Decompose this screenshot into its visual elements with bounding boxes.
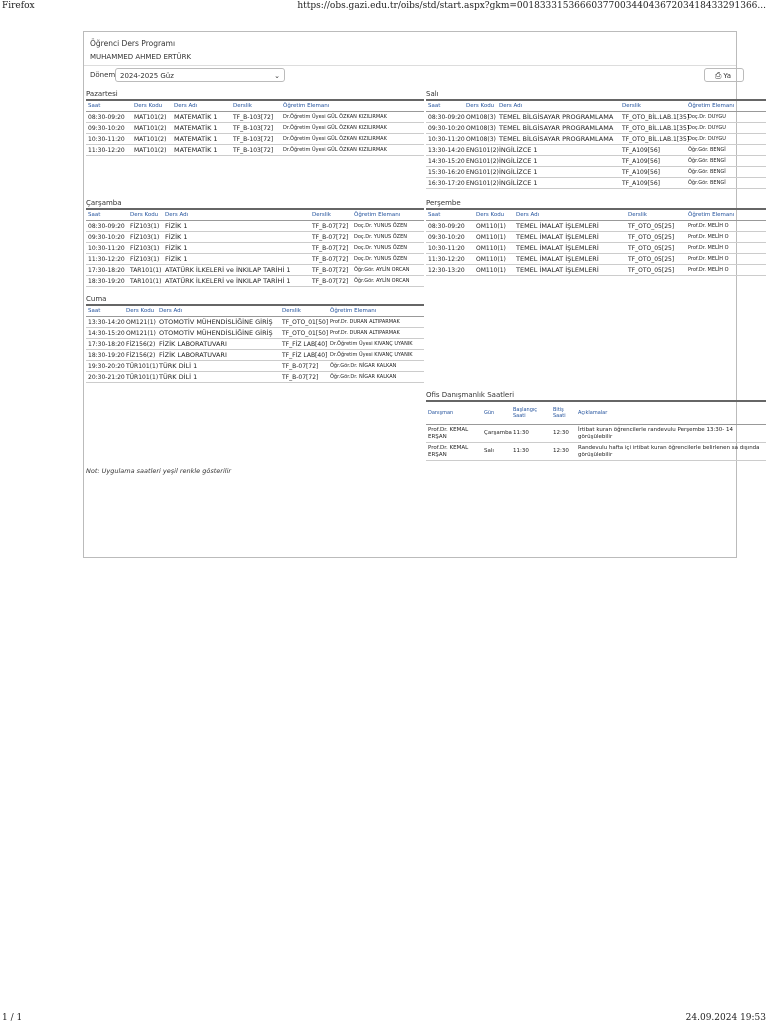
header-derslik: Derslik bbox=[310, 209, 352, 221]
table-header-row bbox=[426, 209, 766, 221]
cell-eleman: Doç.Dr. YUNUS ÖZEN bbox=[352, 221, 424, 232]
cell-ad: MATEMATİK 1 bbox=[172, 112, 231, 123]
schedule-table bbox=[426, 208, 766, 276]
table-header-row bbox=[86, 100, 424, 112]
cell-eleman: Dr.Öğretim Üyesi GÜL ÖZKAN KIZILIRMAK bbox=[281, 134, 424, 145]
browser-name: Firefox bbox=[2, 1, 35, 11]
cell-eleman: Öğr.Gör.Dr. NİGAR KALKAN bbox=[328, 361, 424, 372]
header-ad: Ders Adı bbox=[514, 209, 626, 221]
office-hours-table bbox=[426, 400, 766, 461]
cell-kod: ENG101(2) bbox=[466, 179, 499, 187]
table-row bbox=[86, 350, 424, 361]
page-number: 1 / 1 bbox=[2, 1013, 23, 1023]
print-header bbox=[0, 0, 768, 12]
table-row bbox=[86, 123, 424, 134]
header-saat: Saat bbox=[426, 209, 474, 221]
cell-saat: 09:30-10:20 bbox=[86, 232, 128, 243]
table-row bbox=[86, 339, 424, 350]
header-ad: Ders Adı bbox=[157, 305, 280, 317]
cell-ad: MATEMATİK 1 bbox=[172, 134, 231, 145]
cell-derslik: TF_A109[56] bbox=[620, 156, 686, 167]
print-button-label: Ya bbox=[723, 72, 732, 80]
table-row bbox=[86, 134, 424, 145]
cell-eleman: Öğr.Gör. BENGİ bbox=[686, 156, 766, 167]
cell-eleman: Öğr.Gör. BENGİ bbox=[686, 145, 766, 156]
table-row bbox=[86, 232, 424, 243]
header-kod: Ders Kodu bbox=[124, 305, 157, 317]
cell-saat: 08:30-09:20 bbox=[86, 112, 132, 123]
cell-kod: FİZ103(1) bbox=[128, 254, 163, 265]
cell-eleman: Prof.Dr. MELİH O bbox=[686, 232, 766, 243]
cell-derslik: TF_B-07[72] bbox=[310, 232, 352, 243]
cell-gun: Salı bbox=[482, 443, 511, 461]
cell-derslik: TF_B-07[72] bbox=[280, 372, 328, 383]
cell-saat: 19:30-20:20 bbox=[88, 362, 125, 370]
cell-ad: ATATÜRK İLKELERİ ve İNKILAP TARİHİ 1 bbox=[163, 276, 310, 287]
printer-icon: ⎙ bbox=[715, 71, 722, 80]
schedule-table bbox=[86, 208, 424, 287]
table-row bbox=[86, 361, 424, 372]
cell-kod: FİZ156(2) bbox=[126, 340, 156, 348]
cell-derslik: TF_A109[56] bbox=[620, 145, 686, 156]
table-header-row bbox=[86, 209, 424, 221]
chevron-down-icon: ⌄ bbox=[274, 72, 280, 80]
cell-ad: İNGİLİZCE 1 bbox=[497, 178, 620, 189]
cell-saat: 11:30-12:20 bbox=[86, 254, 128, 265]
header-gun: Gün bbox=[482, 401, 511, 425]
table-row bbox=[426, 145, 766, 156]
header-saat: Saat bbox=[426, 100, 464, 112]
header-ad: Ders Adı bbox=[497, 100, 620, 112]
header-eleman: Öğretim Elemanı bbox=[686, 100, 766, 112]
cell-aciklama: Randevulu hafta içi irtibat kuran öğrencilerle belirlenen sa dışında görüşülebilir bbox=[576, 443, 766, 461]
page-url: https://obs.gazi.edu.tr/oibs/std/start.aspx?gkm=0018333153666037700344043672034184332913​66... bbox=[297, 1, 766, 11]
cell-saat: 20:30-21:20 bbox=[88, 373, 125, 381]
cell-eleman: Öğr.Gör. BENGİ bbox=[686, 178, 766, 189]
schedule-table bbox=[86, 304, 424, 383]
schedule-panel bbox=[83, 31, 760, 558]
cell-ad: FİZİK 1 bbox=[163, 232, 310, 243]
cell-kod: TAR101(1) bbox=[130, 277, 162, 285]
day-title: Çarşamba bbox=[86, 199, 122, 207]
cell-saat: 17:30-18:20 bbox=[88, 340, 125, 348]
term-select-value: 2024-2025 Güz bbox=[120, 72, 174, 80]
cell-eleman: Prof.Dr. MELİH O bbox=[686, 243, 766, 254]
day-title: Salı bbox=[426, 90, 439, 98]
cell-kod: TÜR101(1) bbox=[126, 362, 159, 370]
cell-saat: 18:30-19:20 bbox=[88, 351, 125, 359]
cell-derslik: TF_B-103[72] bbox=[231, 112, 281, 123]
cell-eleman: Prof.Dr. MELİH O bbox=[686, 221, 766, 232]
cell-saat: 17:30-18:20 bbox=[86, 265, 128, 276]
header-kod: Ders Kodu bbox=[464, 100, 497, 112]
table-row bbox=[86, 145, 424, 156]
cell-derslik: TF_OTO_BİL.LAB.1[35] bbox=[622, 113, 690, 121]
cell-eleman: Dr.Öğretim Üyesi GÜL ÖZKAN KIZILIRMAK bbox=[281, 145, 424, 156]
cell-kod: OM110(1) bbox=[474, 254, 514, 265]
cell-derslik: TF_A109[56] bbox=[620, 167, 686, 178]
cell-derslik: TF_B-103[72] bbox=[231, 123, 281, 134]
table-row bbox=[426, 425, 766, 443]
header-eleman: Öğretim Elemanı bbox=[352, 209, 424, 221]
table-row bbox=[86, 254, 424, 265]
table-row bbox=[426, 112, 766, 123]
cell-derslik: TF_OTO_BİL.LAB.1[35] bbox=[622, 135, 690, 143]
table-row bbox=[426, 243, 766, 254]
header-derslik: Derslik bbox=[620, 100, 686, 112]
cell-derslik: TF_OTO_BİL.LAB.1[35] bbox=[622, 124, 690, 132]
table-row bbox=[86, 112, 424, 123]
cell-eleman: Prof.Dr. MELİH O bbox=[686, 265, 766, 276]
cell-ad: ATATÜRK İLKELERİ ve İNKILAP TARİHİ 1 bbox=[163, 265, 310, 276]
cell-baslangic: 11:30 bbox=[511, 425, 551, 443]
cell-saat: 14:30-15:20 bbox=[88, 329, 125, 337]
cell-baslangic: 11:30 bbox=[511, 443, 551, 461]
cell-saat: 13:30-14:20 bbox=[428, 146, 465, 154]
office-hours-title: Ofis Danışmanlık Saatleri bbox=[426, 391, 515, 399]
day-cuma bbox=[86, 294, 424, 383]
cell-eleman: Doç.Dr. DUYGU bbox=[686, 112, 766, 123]
cell-eleman: Öğr.Gör. AYLİN ORCAN bbox=[352, 276, 424, 287]
cell-ad: FİZİK 1 bbox=[163, 221, 310, 232]
table-row bbox=[426, 221, 766, 232]
student-name: MUHAMMED AHMED ERTÜRK bbox=[90, 53, 192, 61]
cell-ad: TÜRK DİLİ 1 bbox=[157, 372, 280, 383]
cell-aciklama: İrtibat kuran öğrencilerle randevulu Perşembe 13:30- 14 görüşülebilir bbox=[576, 425, 766, 443]
header-ad: Ders Adı bbox=[163, 209, 310, 221]
header-ad: Ders Adı bbox=[172, 100, 231, 112]
cell-ad: TEMEL BİLGİSAYAR PROGRAMLAMA bbox=[497, 112, 620, 123]
cell-kod: OM108(3) bbox=[466, 113, 496, 121]
cell-derslik: TF_OTO_05[25] bbox=[626, 265, 686, 276]
cell-danisman: Prof.Dr. KEMAL ERŞAN bbox=[426, 443, 482, 461]
table-row bbox=[86, 317, 424, 328]
table-row bbox=[426, 134, 766, 145]
cell-bitis: 12:30 bbox=[551, 443, 576, 461]
day-sali bbox=[426, 89, 736, 189]
header-eleman: Öğretim Elemanı bbox=[328, 305, 424, 317]
cell-kod: TAR101(1) bbox=[130, 266, 162, 274]
header-kod: Ders Kodu bbox=[132, 100, 172, 112]
cell-saat: 16:30-17:20 bbox=[428, 179, 465, 187]
cell-eleman: Öğr.Gör. AYLİN ORCAN bbox=[352, 265, 424, 276]
cell-derslik: TF_B-07[72] bbox=[280, 361, 328, 372]
table-row bbox=[86, 276, 424, 287]
cell-ad: TEMEL İMALAT İŞLEMLERİ bbox=[514, 254, 626, 265]
cell-derslik: TF_A109[56] bbox=[620, 178, 686, 189]
header-danisman: Danışman bbox=[426, 401, 482, 425]
cell-derslik: TF_B-103[72] bbox=[231, 134, 281, 145]
header-bitis: Bitiş Saati bbox=[551, 401, 576, 425]
cell-eleman: Doç.Dr. YUNUS ÖZEN bbox=[352, 232, 424, 243]
cell-kod: OM110(1) bbox=[474, 265, 514, 276]
cell-kod: FİZ103(1) bbox=[128, 243, 163, 254]
header-baslangic: Başlangıç Saati bbox=[511, 401, 551, 425]
header-saat: Saat bbox=[86, 209, 128, 221]
cell-bitis: 12:30 bbox=[551, 425, 576, 443]
cell-derslik: TF_OTO_05[25] bbox=[626, 232, 686, 243]
term-label: Dönem bbox=[90, 71, 116, 79]
cell-derslik: TF_B-07[72] bbox=[310, 265, 352, 276]
table-row bbox=[426, 265, 766, 276]
cell-saat: 18:30-19:20 bbox=[86, 276, 128, 287]
print-datetime: 24.09.2024 19:53 bbox=[685, 1013, 766, 1023]
cell-ad: MATEMATİK 1 bbox=[172, 145, 231, 156]
cell-eleman: Doç.Dr. DUYGU bbox=[686, 123, 766, 134]
cell-kod: FİZ103(1) bbox=[128, 232, 163, 243]
cell-ad: OTOMOTİV MÜHENDİSLİĞİNE GİRİŞ bbox=[157, 317, 280, 328]
cell-derslik: TF_B-07[72] bbox=[310, 243, 352, 254]
table-header-row bbox=[426, 100, 766, 112]
cell-kod: FİZ156(2) bbox=[126, 351, 156, 359]
cell-ad: TEMEL BİLGİSAYAR PROGRAMLAMA bbox=[497, 134, 620, 145]
cell-derslik: TF_OTO_01[50] bbox=[282, 318, 329, 326]
cell-derslik: TF_B-103[72] bbox=[231, 145, 281, 156]
table-row bbox=[426, 443, 766, 461]
cell-ad: TÜRK DİLİ 1 bbox=[157, 361, 280, 372]
cell-ad: İNGİLİZCE 1 bbox=[497, 156, 620, 167]
cell-eleman: Öğr.Gör. BENGİ bbox=[686, 167, 766, 178]
cell-ad: FİZİK LABORATUVARI bbox=[157, 339, 280, 350]
cell-derslik: TF_OTO_05[25] bbox=[626, 221, 686, 232]
table-row bbox=[86, 372, 424, 383]
table-row bbox=[86, 328, 424, 339]
cell-kod: ENG101(2) bbox=[466, 168, 499, 176]
header-aciklama: Açıklamalar bbox=[576, 401, 766, 425]
page-title: Öğrenci Ders Programı bbox=[90, 39, 176, 48]
cell-gun: Çarşamba bbox=[482, 425, 511, 443]
cell-kod: ENG101(2) bbox=[466, 157, 499, 165]
table-header-row bbox=[86, 305, 424, 317]
cell-derslik: TF_OTO_05[25] bbox=[626, 254, 686, 265]
cell-saat: 11:30-12:20 bbox=[426, 254, 474, 265]
divider bbox=[84, 65, 736, 66]
cell-kod: OM110(1) bbox=[474, 221, 514, 232]
cell-saat: 09:30-10:20 bbox=[428, 124, 465, 132]
cell-derslik: TF_OTO_05[25] bbox=[626, 243, 686, 254]
cell-eleman: Doç.Dr. YUNUS ÖZEN bbox=[352, 254, 424, 265]
header-derslik: Derslik bbox=[626, 209, 686, 221]
table-row bbox=[426, 123, 766, 134]
header-derslik: Derslik bbox=[280, 305, 328, 317]
day-persembe bbox=[426, 198, 736, 276]
print-button[interactable] bbox=[704, 68, 744, 82]
cell-derslik: TF_FİZ LAB[40] bbox=[282, 351, 328, 359]
cell-kod: OM121(1) bbox=[126, 329, 156, 337]
office-hours bbox=[426, 390, 760, 461]
cell-ad: İNGİLİZCE 1 bbox=[497, 145, 620, 156]
cell-kod: MAT101(2) bbox=[132, 134, 172, 145]
day-carsamba bbox=[86, 198, 424, 287]
table-row bbox=[426, 178, 766, 189]
cell-derslik: TF_B-07[72] bbox=[310, 276, 352, 287]
schedule-table bbox=[426, 99, 766, 189]
cell-saat: 08:30-09:20 bbox=[428, 113, 465, 121]
cell-kod: MAT101(2) bbox=[132, 145, 172, 156]
cell-ad: TEMEL İMALAT İŞLEMLERİ bbox=[514, 221, 626, 232]
cell-saat: 10:30-11:20 bbox=[86, 243, 128, 254]
table-row bbox=[426, 254, 766, 265]
cell-eleman: Dr.Öğretim Üyesi GÜL ÖZKAN KIZILIRMAK bbox=[281, 123, 424, 134]
cell-saat: 15:30-16:20 bbox=[428, 168, 465, 176]
cell-saat: 11:30-12:20 bbox=[86, 145, 132, 156]
cell-ad: FİZİK 1 bbox=[163, 254, 310, 265]
cell-saat: 08:30-09:20 bbox=[86, 221, 128, 232]
cell-kod: OM121(1) bbox=[126, 318, 156, 326]
cell-ad: TEMEL İMALAT İŞLEMLERİ bbox=[514, 265, 626, 276]
table-row bbox=[86, 243, 424, 254]
cell-danisman: Prof.Dr. KEMAL ERŞAN bbox=[426, 425, 482, 443]
cell-saat: 14:30-15:20 bbox=[428, 157, 465, 165]
header-derslik: Derslik bbox=[231, 100, 281, 112]
cell-derslik: TF_B-07[72] bbox=[310, 254, 352, 265]
cell-saat: 08:30-09:20 bbox=[426, 221, 474, 232]
table-row bbox=[426, 167, 766, 178]
table-row bbox=[426, 232, 766, 243]
cell-ad: TEMEL İMALAT İŞLEMLERİ bbox=[514, 232, 626, 243]
cell-eleman: Doç.Dr. DUYGU bbox=[686, 134, 766, 145]
cell-kod: TÜR101(1) bbox=[126, 373, 159, 381]
cell-saat: 09:30-10:20 bbox=[86, 123, 132, 134]
cell-kod: ENG101(2) bbox=[466, 146, 499, 154]
cell-ad: TEMEL BİLGİSAYAR PROGRAMLAMA bbox=[497, 123, 620, 134]
note-text: Not: Uygulama saatleri yeşil renkle gösterilir bbox=[86, 467, 232, 475]
day-title: Pazartesi bbox=[86, 90, 118, 98]
cell-eleman: Dr.Öğretim Üyesi KIVANÇ UYANIK bbox=[328, 350, 424, 361]
cell-eleman: Doç.Dr. YUNUS ÖZEN bbox=[352, 243, 424, 254]
cell-derslik: TF_OTO_01[50] bbox=[282, 329, 329, 337]
cell-kod: MAT101(2) bbox=[132, 112, 172, 123]
day-title: Perşembe bbox=[426, 199, 461, 207]
header-eleman: Öğretim Elemanı bbox=[686, 209, 766, 221]
day-pazartesi bbox=[86, 89, 424, 156]
table-row bbox=[86, 265, 424, 276]
cell-saat: 10:30-11:20 bbox=[428, 135, 465, 143]
cell-eleman: Öğr.Gör.Dr. NİGAR KALKAN bbox=[328, 372, 424, 383]
cell-saat: 09:30-10:20 bbox=[426, 232, 474, 243]
table-header-row bbox=[426, 401, 766, 425]
cell-saat: 12:30-13:20 bbox=[426, 265, 474, 276]
cell-saat: 13:30-14:20 bbox=[88, 318, 125, 326]
cell-kod: FİZ103(1) bbox=[128, 221, 163, 232]
header-kod: Ders Kodu bbox=[474, 209, 514, 221]
cell-ad: İNGİLİZCE 1 bbox=[497, 167, 620, 178]
cell-eleman: Dr.Öğretim Üyesi KIVANÇ UYANIK bbox=[328, 339, 424, 350]
header-saat: Saat bbox=[86, 305, 124, 317]
cell-ad: TEMEL İMALAT İŞLEMLERİ bbox=[514, 243, 626, 254]
header-kod: Ders Kodu bbox=[128, 209, 163, 221]
day-title: Cuma bbox=[86, 295, 107, 303]
cell-kod: OM108(3) bbox=[466, 124, 496, 132]
table-row bbox=[86, 221, 424, 232]
cell-eleman: Prof.Dr. MELİH O bbox=[686, 254, 766, 265]
cell-kod: OM110(1) bbox=[474, 243, 514, 254]
cell-kod: MAT101(2) bbox=[132, 123, 172, 134]
cell-ad: FİZİK 1 bbox=[163, 243, 310, 254]
term-select[interactable] bbox=[115, 68, 285, 82]
cell-saat: 10:30-11:20 bbox=[86, 134, 132, 145]
cell-derslik: TF_B-07[72] bbox=[310, 221, 352, 232]
cell-kod: OM110(1) bbox=[474, 232, 514, 243]
cell-ad: FİZİK LABORATUVARI bbox=[157, 350, 280, 361]
cell-ad: OTOMOTİV MÜHENDİSLİĞİNE GİRİŞ bbox=[157, 328, 280, 339]
print-footer bbox=[0, 1012, 768, 1024]
header-saat: Saat bbox=[86, 100, 132, 112]
table-row bbox=[426, 156, 766, 167]
cell-ad: MATEMATİK 1 bbox=[172, 123, 231, 134]
cell-saat: 10:30-11:20 bbox=[426, 243, 474, 254]
cell-eleman: Prof.Dr. DURAN ALTIPARMAK bbox=[328, 328, 424, 339]
cell-derslik: TF_FİZ LAB[40] bbox=[282, 340, 328, 348]
schedule-table bbox=[86, 99, 424, 156]
header-eleman: Öğretim Elemanı bbox=[281, 100, 424, 112]
cell-eleman: Dr.Öğretim Üyesi GÜL ÖZKAN KIZILIRMAK bbox=[281, 112, 424, 123]
cell-eleman: Prof.Dr. DURAN ALTIPARMAK bbox=[328, 317, 424, 328]
cell-kod: OM108(3) bbox=[466, 135, 496, 143]
